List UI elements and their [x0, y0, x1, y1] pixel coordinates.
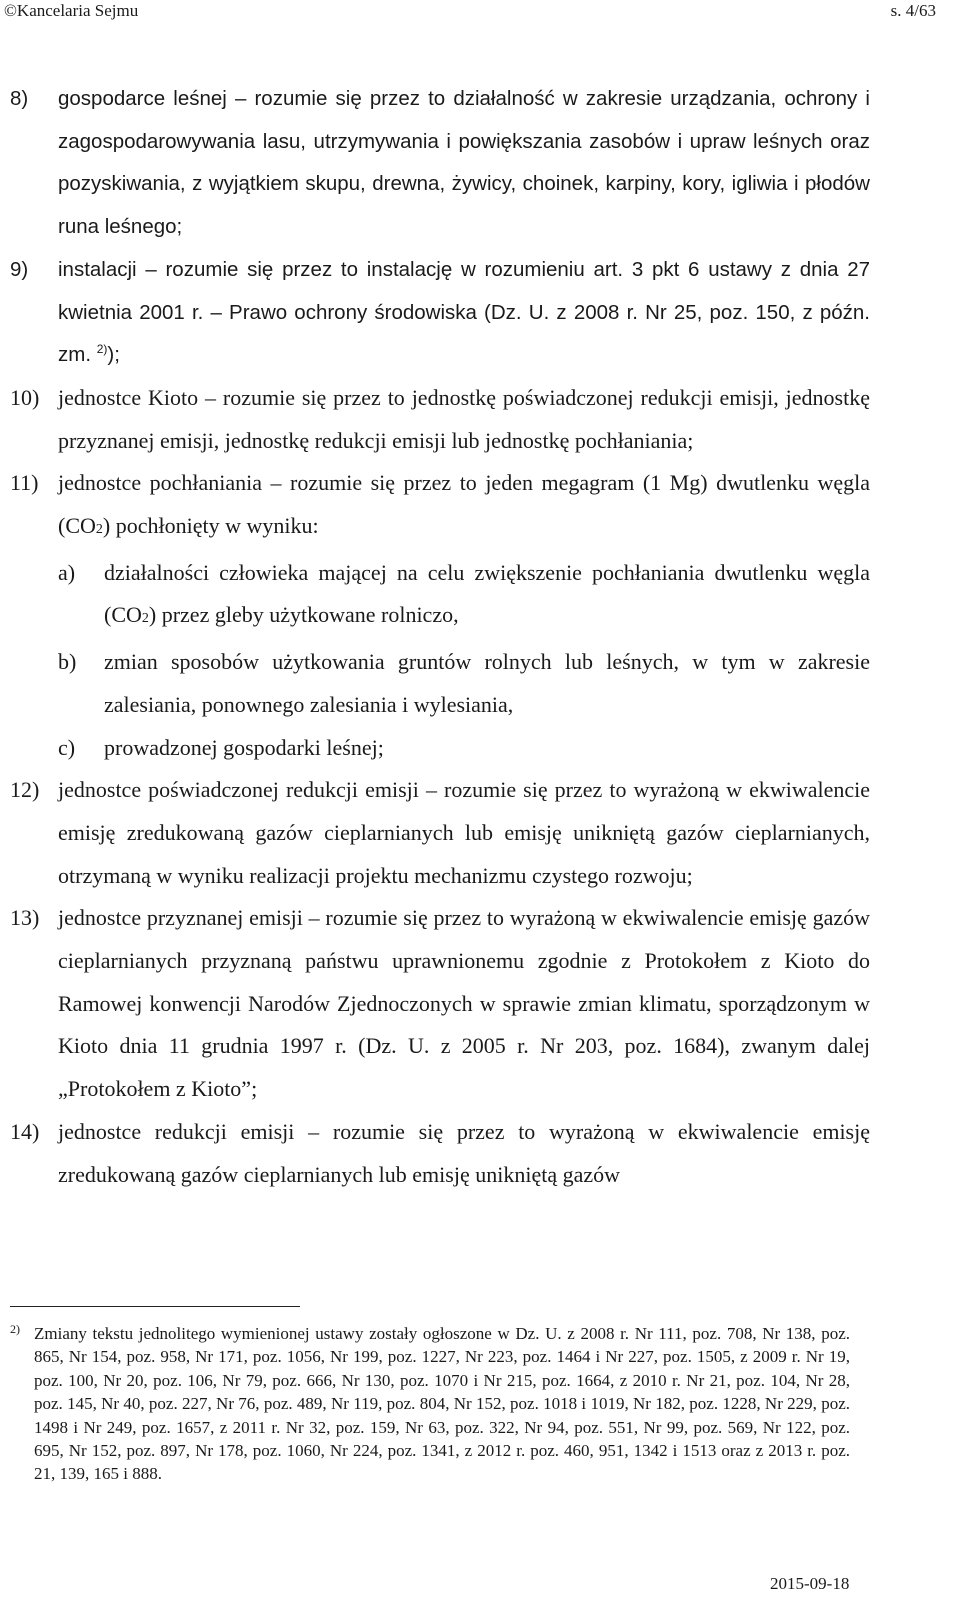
footnote-divider	[10, 1306, 300, 1307]
item-text-tail: );	[107, 343, 120, 367]
sub-item-letter: c)	[58, 734, 76, 760]
item-text: jednostce poświadczonej redukcji emisji – rozumie się przez to wyrażoną w ekwiwalencie emisję zredukowaną gazów cieplarnianych lub emisję unikniętą gazów cieplarnianych, otrzymaną w wyniku realizacji projektu mechanizmu czystego rozwoju;	[58, 777, 870, 888]
item-text: jednostce przyznanej emisji – rozumie się przez to wyrażoną w ekwiwalencie emisję gazów cieplarnianych przyznaną państwu uprawnionemu zgodnie z Protokołem z Kioto do Ramowej konwencji Narodów Zjednoczonych w sprawie zmian klimatu, sporządzonym w Kioto dnia 11 grudnia 1997 r. (Dz. U. z 2005 r. Nr 203, poz. 1684), zwanym dalej „Protokołem z Kioto”;	[58, 905, 870, 1102]
item-text: jednostce redukcji emisji – rozumie się przez to wyrażoną w ekwiwalencie emisję zredukowaną gazów cieplarnianych lub emisję unikniętą gazów	[58, 1118, 870, 1187]
item-text: gospodarce leśnej – rozumie się przez to działalność w zakresie urządzania, ochrony i zagospodarowywania lasu, utrzymywania i powiększania zasobów i upraw leśnych oraz pozyskiwania, z wyjątkiem skupu, drewna, żywicy, choinek, karpiny, kory, igliwia i płodów runa leśnego;	[58, 87, 870, 239]
item-text: jednostce Kioto – rozumie się przez to jednostkę poświadczonej redukcji emisji, jednostkę przyznanej emisji, jednostkę redukcji emisji lub jednostkę pochłaniania;	[58, 384, 870, 453]
list-item	[10, 897, 870, 1111]
list-item	[10, 1111, 870, 1196]
sub-item-text-a: działalności człowieka mającej na celu zwiększenie pochłaniania dwutlenku węgla (CO	[104, 559, 870, 628]
item-text-a: jednostce pochłaniania – rozumie się przez to jeden megagram (1 Mg) dwutlenku węgla (CO	[58, 470, 870, 539]
sub-item-letter: a)	[58, 559, 76, 585]
page-number: s. 4/63	[890, 1, 936, 20]
list-item	[10, 377, 870, 462]
sub-item-text	[104, 552, 870, 641]
publisher-label: ©Kancelaria Sejmu	[4, 1, 139, 20]
item-number: 14)	[10, 1118, 40, 1144]
document-body	[10, 78, 870, 1196]
footnote-mark: 2)	[10, 1322, 20, 1336]
item-text-main: instalacji – rozumie się przez to instalację w rozumieniu art. 3 pkt 6 ustawy z dnia 27 kwietnia 2001 r. – Prawo ochrony środowiska (Dz. U. z 2008 r. Nr 25, poz. 150, z późn. zm.	[58, 257, 870, 367]
subscript: 2	[95, 522, 103, 538]
item-number: 9)	[10, 257, 29, 281]
item-text	[58, 462, 870, 551]
page-header	[0, 0, 960, 24]
footnote	[10, 1322, 850, 1486]
sub-item-letter: b)	[58, 649, 77, 675]
footnote-ref[interactable]: 2)	[96, 342, 108, 357]
item-number: 13)	[10, 905, 40, 931]
list-item	[10, 78, 870, 249]
item-text-b: ) pochłonięty w wyniku:	[102, 513, 319, 539]
item-number: 11)	[10, 470, 39, 496]
subscript: 2	[141, 611, 149, 627]
item-number: 10)	[10, 384, 40, 410]
list-item	[10, 769, 870, 897]
sub-item	[58, 552, 870, 641]
list-item	[10, 462, 870, 551]
document-date: 2015-09-18	[770, 1574, 850, 1593]
item-number: 12)	[10, 777, 40, 803]
item-text	[58, 249, 870, 377]
sub-item-text: zmian sposobów użytkowania gruntów rolnych lub leśnych, w tym w zakresie zalesiania, ponownego zalesiania i wylesiania,	[104, 649, 870, 717]
sub-item-text: prowadzonej gospodarki leśnej;	[104, 734, 384, 760]
sub-item-text-b: ) przez gleby użytkowane rolniczo,	[148, 602, 459, 628]
sub-item	[58, 641, 870, 726]
item-number: 8)	[10, 87, 29, 110]
sub-item	[58, 727, 870, 770]
footnote-text: Zmiany tekstu jednolitego wymienionej ustawy zostały ogłoszone w Dz. U. z 2008 r. Nr 111, poz. 708, Nr 138, poz. 865, Nr 154, poz. 958, Nr 171, poz. 1056, Nr 199, poz. 1227, Nr 223, poz. 1464 i Nr 227, poz. 1505, z 2009 r. Nr 19, poz. 100, Nr 20, poz. 106, Nr 79, poz. 666, Nr 130, poz. 1070 i Nr 215, poz. 1664, z 2010 r. Nr 21, poz. 104, Nr 28, poz. 145, Nr 40, poz. 227, Nr 76, poz. 489, Nr 119, poz. 804, Nr 152, poz. 1018 i 1019, Nr 182, poz. 1228, Nr 229, poz. 1498 i Nr 249, poz. 1657, z 2011 r. Nr 32, poz. 159, Nr 63, poz. 322, Nr 94, poz. 551, Nr 99, poz. 569, Nr 122, poz. 695, Nr 152, poz. 897, Nr 178, poz. 1060, Nr 224, poz. 1341, z 2012 r. poz. 460, 951, 1342 i 1513 oraz z 2013 r. poz. 21, 139, 165 i 888.	[34, 1324, 850, 1484]
list-item	[10, 249, 870, 377]
